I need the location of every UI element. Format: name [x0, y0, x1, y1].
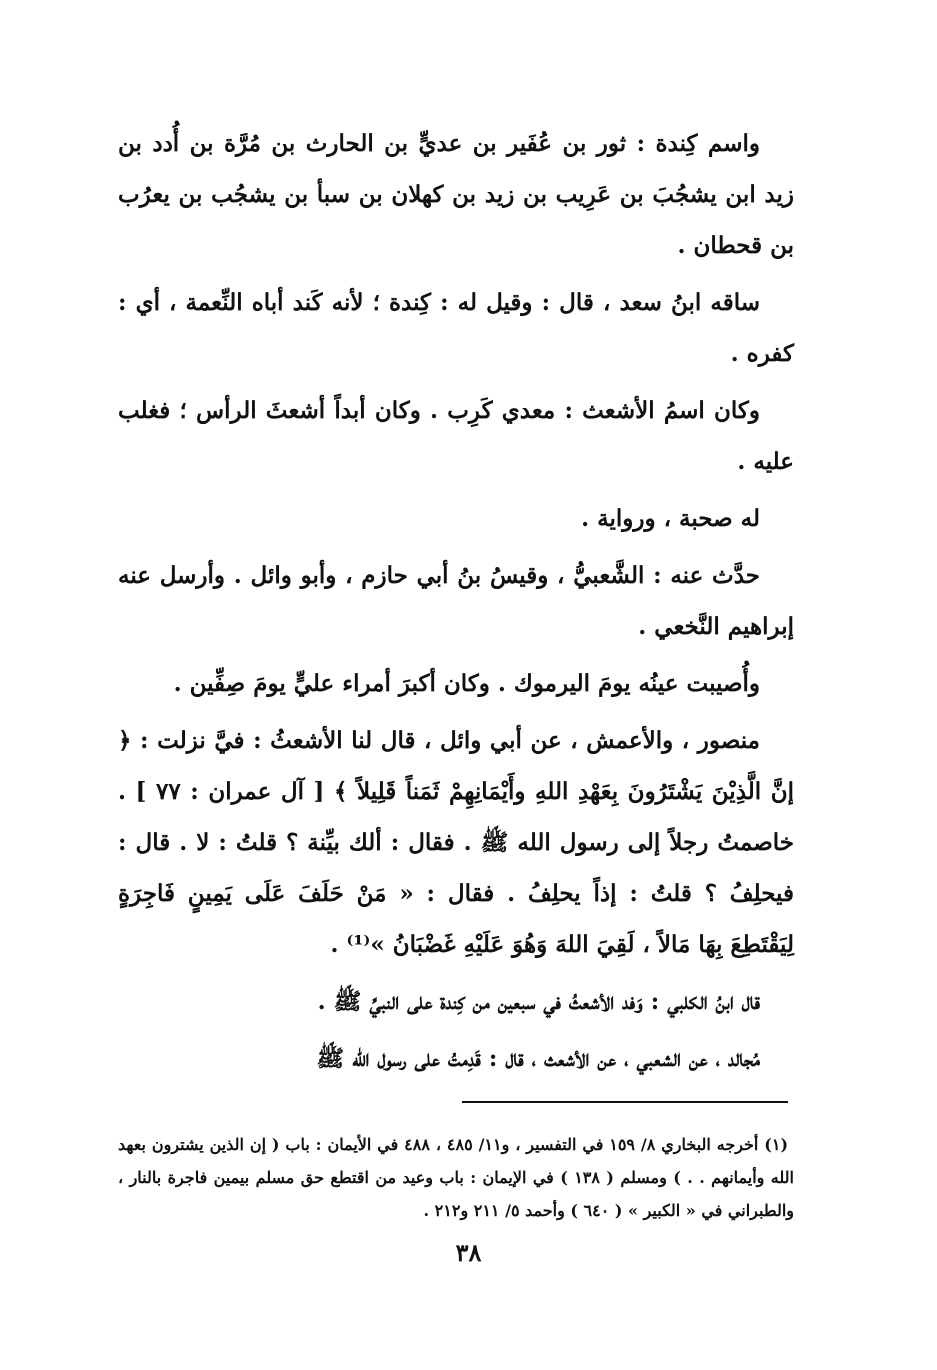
- paragraph-narrators: حدَّث عنه : الشَّعبيُّ ، وقيسُ بنُ أبي حازم ، وأبو وائل . وأرسل عنه إبراهيم النَّخعي .: [118, 562, 794, 640]
- paragraph-delegation: قال ابنُ الكلبي : وَفد الأشعثُ في سبعين من كِندة على النبيِّ ﷺ .: [317, 988, 760, 1015]
- footnote-divider: [462, 1101, 788, 1103]
- paragraph-ashath-name: وكان اسمُ الأشعث : معدي كَرِب . وكان أبداً أشعثَ الرأس ؛ فغلب عليه .: [118, 397, 794, 475]
- page-number: ٣٨: [455, 1238, 482, 1267]
- paragraph-lineage: واسم كِندة : ثور بن عُفَير بن عديٍّ بن الحارث بن مُرَّة بن أُدد بن زيد ابن يشجُبَ بن عَرِيب بن زيد بن كهلان بن سبأ بن يشجُب بن يعرُب بن قحطان .: [118, 130, 794, 259]
- main-text: [118, 118, 794, 1090]
- paragraph-mujalid: مُجالد ، عن الشعبي ، عن الأشعث ، قال : قَدِمتُ على رسول الله ﷺ: [316, 1045, 760, 1072]
- footnote: (١) أخرجه البخاري ٨/ ١٥٩ في التفسير ، و١١/ ٤٨٥ ، ٤٨٨ في الأيمان : باب ( إن الذين يشترون بعهد الله وأيمانهم . . ) ومسلم ( ١٣٨ ) في الإيمان : باب وعيد من اقتطع حق مسلم بيمين فاجرة بالنار ، والطبراني في « الكبير » ( ٦٤٠ ) وأحمد ٥/ ٢١١ و٢١٢ .: [118, 1135, 795, 1220]
- paragraph-name-origin: ساقه ابنُ سعد ، قال : وقيل له : كِندة ؛ لأنه كَند أباه النِّعمة ، أي : كفره .: [118, 289, 794, 367]
- paragraph-hadith: منصور ، والأعمش ، عن أبي وائل ، قال لنا الأشعثُ : فيَّ نزلت : ﴿ إنَّ الَّذِيْنَ يَشْتَرُونَ بِعَهْدِ اللهِ وأَيْمَانِهِمْ ثَمَناً قَلِيلاً ﴾ [ آل عمران : ٧٧ ] . خاصمتُ رجلاً إلى رسول الله ﷺ . فقال : ألك بيِّنة ؟ قلتُ : لا . قال : فيحلِفُ ؟ قلتُ : إذاً يحلِفُ . فقال : « مَنْ حَلَفَ عَلَى يَمِينٍ فَاجِرَةٍ لِيَقْتَطِعَ بِهَا مَالاً ، لَقِيَ اللهَ وَهُوَ عَلَيْهِ غَضْبَانُ »⁽¹⁾ .: [118, 727, 794, 958]
- paragraph-yarmouk: وأُصيبت عينُه يومَ اليرموك . وكان أكبرَ أمراء عليٍّ يومَ صِفِّين .: [173, 670, 760, 697]
- paragraph-companionship: له صحبة ، ورواية .: [581, 505, 760, 532]
